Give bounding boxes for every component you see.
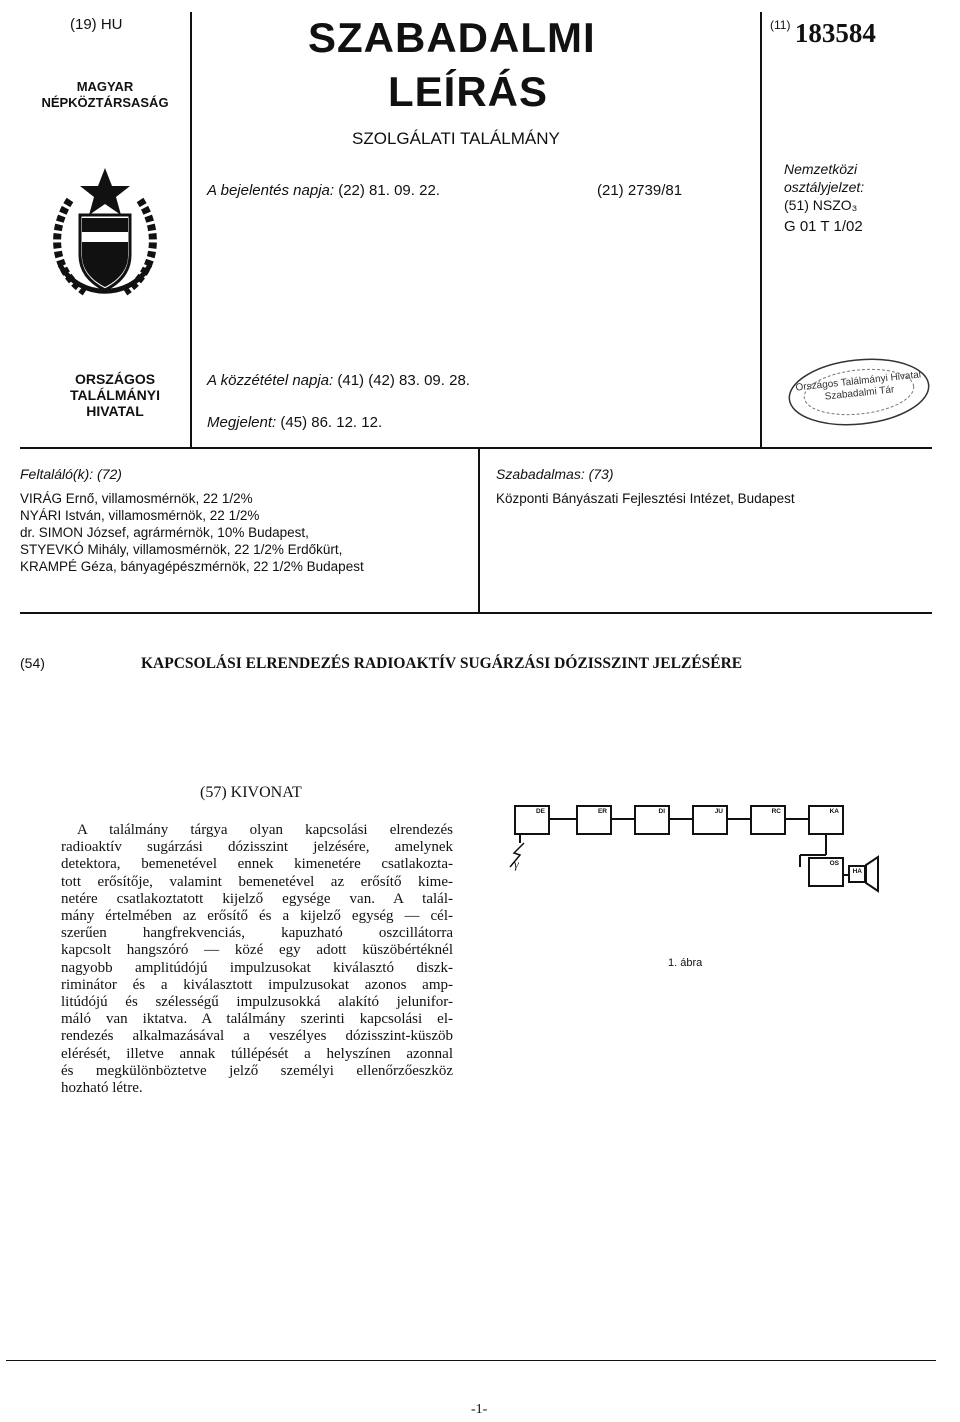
block-ju-label: JU [714, 808, 723, 815]
abstract-text [61, 822, 453, 1097]
intl-class-label-1: Nemzetközi [784, 161, 858, 177]
block-diagram [500, 795, 900, 975]
document-title-line1: SZABADALMI [308, 14, 596, 61]
inventors-label [20, 466, 364, 482]
abstract-line: radioaktív sugárzási dózisszint jelzésére, amelynek [61, 839, 453, 856]
office-line3: HIVATAL [86, 403, 144, 419]
patent-number-code: (11) [770, 18, 791, 32]
abstract-line: kapcsolt hangszóró — közé egy adott küszöbértéknél [61, 942, 453, 959]
abstract-line: A találmány tárgya olyan kapcsolási elrendezés [77, 822, 453, 838]
abstract-line: nagyobb amplitúdójú impulzusokat kiválasztó diszk- [61, 959, 453, 976]
figure-caption: 1. ábra [668, 957, 703, 969]
filing-date-label: A bejelentés napja: [207, 182, 335, 199]
inventors-block [20, 466, 364, 575]
country-name-line2: NÉPKÖZTÁRSASÁG [41, 95, 169, 110]
country-name-line1: MAGYAR [76, 79, 134, 94]
intl-class-code: (51) NSZO₃ [784, 197, 858, 213]
abstract-line: detektora, bemenetével ennek kimenetére csatlakozta- [61, 856, 453, 873]
block-er-label: ER [597, 808, 607, 815]
intl-class-value: G 01 T 1/02 [784, 218, 863, 235]
abstract-line: mány értelmében az erősítő és a kijelző egység — cél- [61, 908, 453, 925]
block-er [576, 805, 612, 835]
invention-title: KAPCSOLÁSI ELRENDEZÉS RADIOAKTÍV SUGÁRZÁSI DÓZISSZINT JELZÉSÉRE [141, 655, 743, 672]
owner-label-text: Szabadalmas: [496, 466, 585, 482]
abstract-line: és megkülönböztetve jelző személyi ellenőrzőeszköz [61, 1062, 453, 1079]
abstract-line: szerűen hangfrekvenciás, kapuzható oszcillátorra [61, 925, 453, 942]
block-os-label: OS [829, 860, 839, 867]
document-subtitle: SZOLGÁLATI TALÁLMÁNY [352, 129, 560, 148]
inventor-line: STYEVKÓ Mihály, villamosmérnök, 22 1/2% Erdőkürt, [20, 542, 343, 557]
publication-label: A közzététel napja: [207, 372, 334, 389]
block-ka [808, 805, 844, 835]
publication-value: (41) (42) 83. 09. 28. [337, 372, 470, 389]
block-rc [750, 805, 786, 835]
footer-rule [6, 1360, 936, 1361]
inventor-line: NYÁRI István, villamosmérnök, 22 1/2% [20, 508, 260, 523]
inventor-line: dr. SIMON József, agrármérnök, 10% Budapest, [20, 525, 309, 540]
filing-date-value: (22) 81. 09. 22. [338, 182, 440, 199]
abstract-line: riminátor és a kiválasztott impulzusokat azonos amp- [61, 976, 453, 993]
abstract-line: litúdójú és szélességű impulzusokká alakító jelunifor- [61, 994, 453, 1011]
block-os [808, 857, 844, 887]
patent-number-value: 183584 [794, 18, 876, 48]
header-bottom-rule [20, 447, 932, 449]
owner-code: (73) [588, 466, 614, 482]
document-title-line2: LEÍRÁS [388, 68, 549, 115]
country-code: (19) HU [70, 16, 123, 33]
intl-class [784, 160, 864, 236]
publication-date [207, 372, 470, 389]
owner-label [496, 466, 795, 482]
block-de [514, 805, 550, 835]
block-de-label: DE [535, 808, 545, 815]
inventors-bottom-rule [20, 612, 932, 614]
published-date [207, 414, 382, 431]
office-line2: TALÁLMÁNYI [70, 387, 160, 403]
abstract-line: elérését, illetve annak túllépését a helyszínen azonnal [61, 1045, 453, 1062]
inventors-label-text: Feltaláló(k): [20, 466, 94, 482]
block-ju [692, 805, 728, 835]
block-di [634, 805, 670, 835]
inventor-owner-divider [478, 448, 480, 614]
abstract-heading: (57) KIVONAT [200, 784, 302, 801]
published-value: (45) 86. 12. 12. [280, 414, 383, 431]
office-stamp [785, 352, 933, 432]
block-ha-label: HA [852, 868, 862, 875]
block-di-label: DI [658, 808, 665, 815]
patent-number [770, 18, 876, 49]
header-divider-left [190, 12, 192, 448]
inventors-code: (72) [97, 466, 122, 482]
country-name [20, 79, 190, 111]
antenna-label: γ [514, 857, 519, 871]
coat-of-arms-emblem [40, 160, 170, 300]
office-line1: ORSZÁGOS [74, 371, 156, 387]
abstract-line: netére csatlakoztatott kijelző egysége van. A talál- [61, 890, 453, 907]
office-name [40, 371, 190, 419]
owner-value: Központi Bányászati Fejlesztési Intézet, Budapest [496, 491, 795, 506]
abstract-line: máló van iktatva. A találmány szerinti kapcsolási el- [61, 1011, 453, 1028]
intl-class-label-2: osztályjelzet: [784, 179, 865, 195]
block-ha [848, 865, 866, 883]
published-label: Megjelent: [207, 414, 277, 431]
block-rc-label: RC [771, 808, 781, 815]
block-ka-label: KA [829, 808, 839, 815]
header-divider-right [760, 12, 762, 448]
abstract-line: rendezés alkalmazásával a veszélyes dózisszint-küszöb [61, 1028, 453, 1045]
filing-date [207, 182, 440, 199]
page-number: -1- [471, 1402, 488, 1417]
inventor-line: VIRÁG Ernő, villamosmérnök, 22 1/2% [20, 491, 253, 506]
stamp-text: Országos Találmányi Hivatal Szabadalmi Tár [795, 369, 922, 403]
owner-block [496, 466, 795, 507]
inventor-line: KRAMPÉ Géza, bányagépészmérnök, 22 1/2% Budapest [20, 559, 364, 574]
abstract-line: tott erősítője, valamint bemenetével az erősítő kime- [61, 873, 453, 890]
title-code: (54) [20, 655, 45, 671]
abstract-line: hozható létre. [61, 1080, 143, 1097]
application-number: (21) 2739/81 [597, 182, 683, 199]
